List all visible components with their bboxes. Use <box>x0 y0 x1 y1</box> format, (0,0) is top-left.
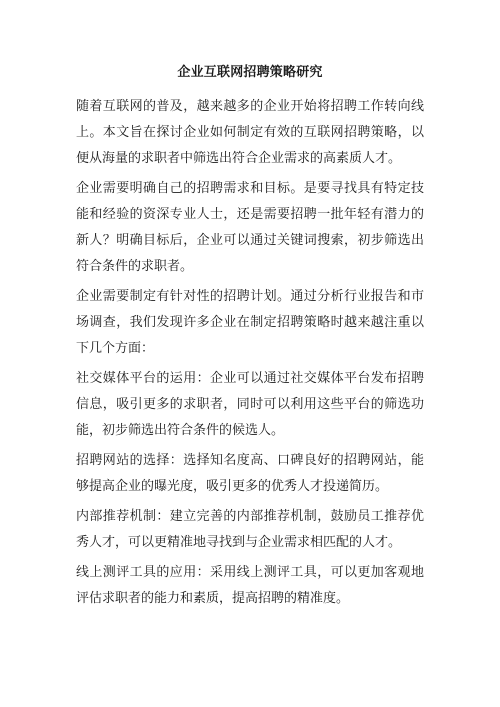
paragraph-social-media: 社交媒体平台的运用：企业可以通过社交媒体平台发布招聘信息，吸引更多的求职者，同时可以利用这些平台的筛选功能，初步筛选出符合条件的候选人。 <box>76 371 424 438</box>
paragraph-intro: 随着互联网的普及，越来越多的企业开始将招聘工作转向线上。本文旨在探讨企业如何制定有效的互联网招聘策略，以便从海量的求职者中筛选出符合企业需求的高素质人才。 <box>76 99 424 166</box>
paragraph-internal-referral: 内部推荐机制：建立完善的内部推荐机制，鼓励员工推荐优秀人才，可以更精准地寻找到与企业需求相匹配的人才。 <box>76 509 424 550</box>
document-title: 企业互联网招聘策略研究 <box>177 65 323 80</box>
paragraph-recruitment-plan: 企业需要制定有针对性的招聘计划。通过分析行业报告和市场调查，我们发现许多企业在制定招聘策略时越来越注重以下几个方面： <box>76 289 424 356</box>
paragraph-online-assessment: 线上测评工具的应用：采用线上测评工具，可以更加客观地评估求职者的能力和素质，提高招聘的精准度。 <box>76 565 424 606</box>
paragraph-job-websites: 招聘网站的选择：选择知名度高、口碑良好的招聘网站，能够提高企业的曝光度，吸引更多的优秀人才投递简历。 <box>76 453 424 494</box>
paragraph-recruitment-goals: 企业需要明确自己的招聘需求和目标。是要寻找具有特定技能和经验的资深专业人士，还是需要招聘一批年轻有潜力的新人？明确目标后，企业可以通过关键词搜索，初步筛选出符合条件的求职者。 <box>76 181 424 274</box>
